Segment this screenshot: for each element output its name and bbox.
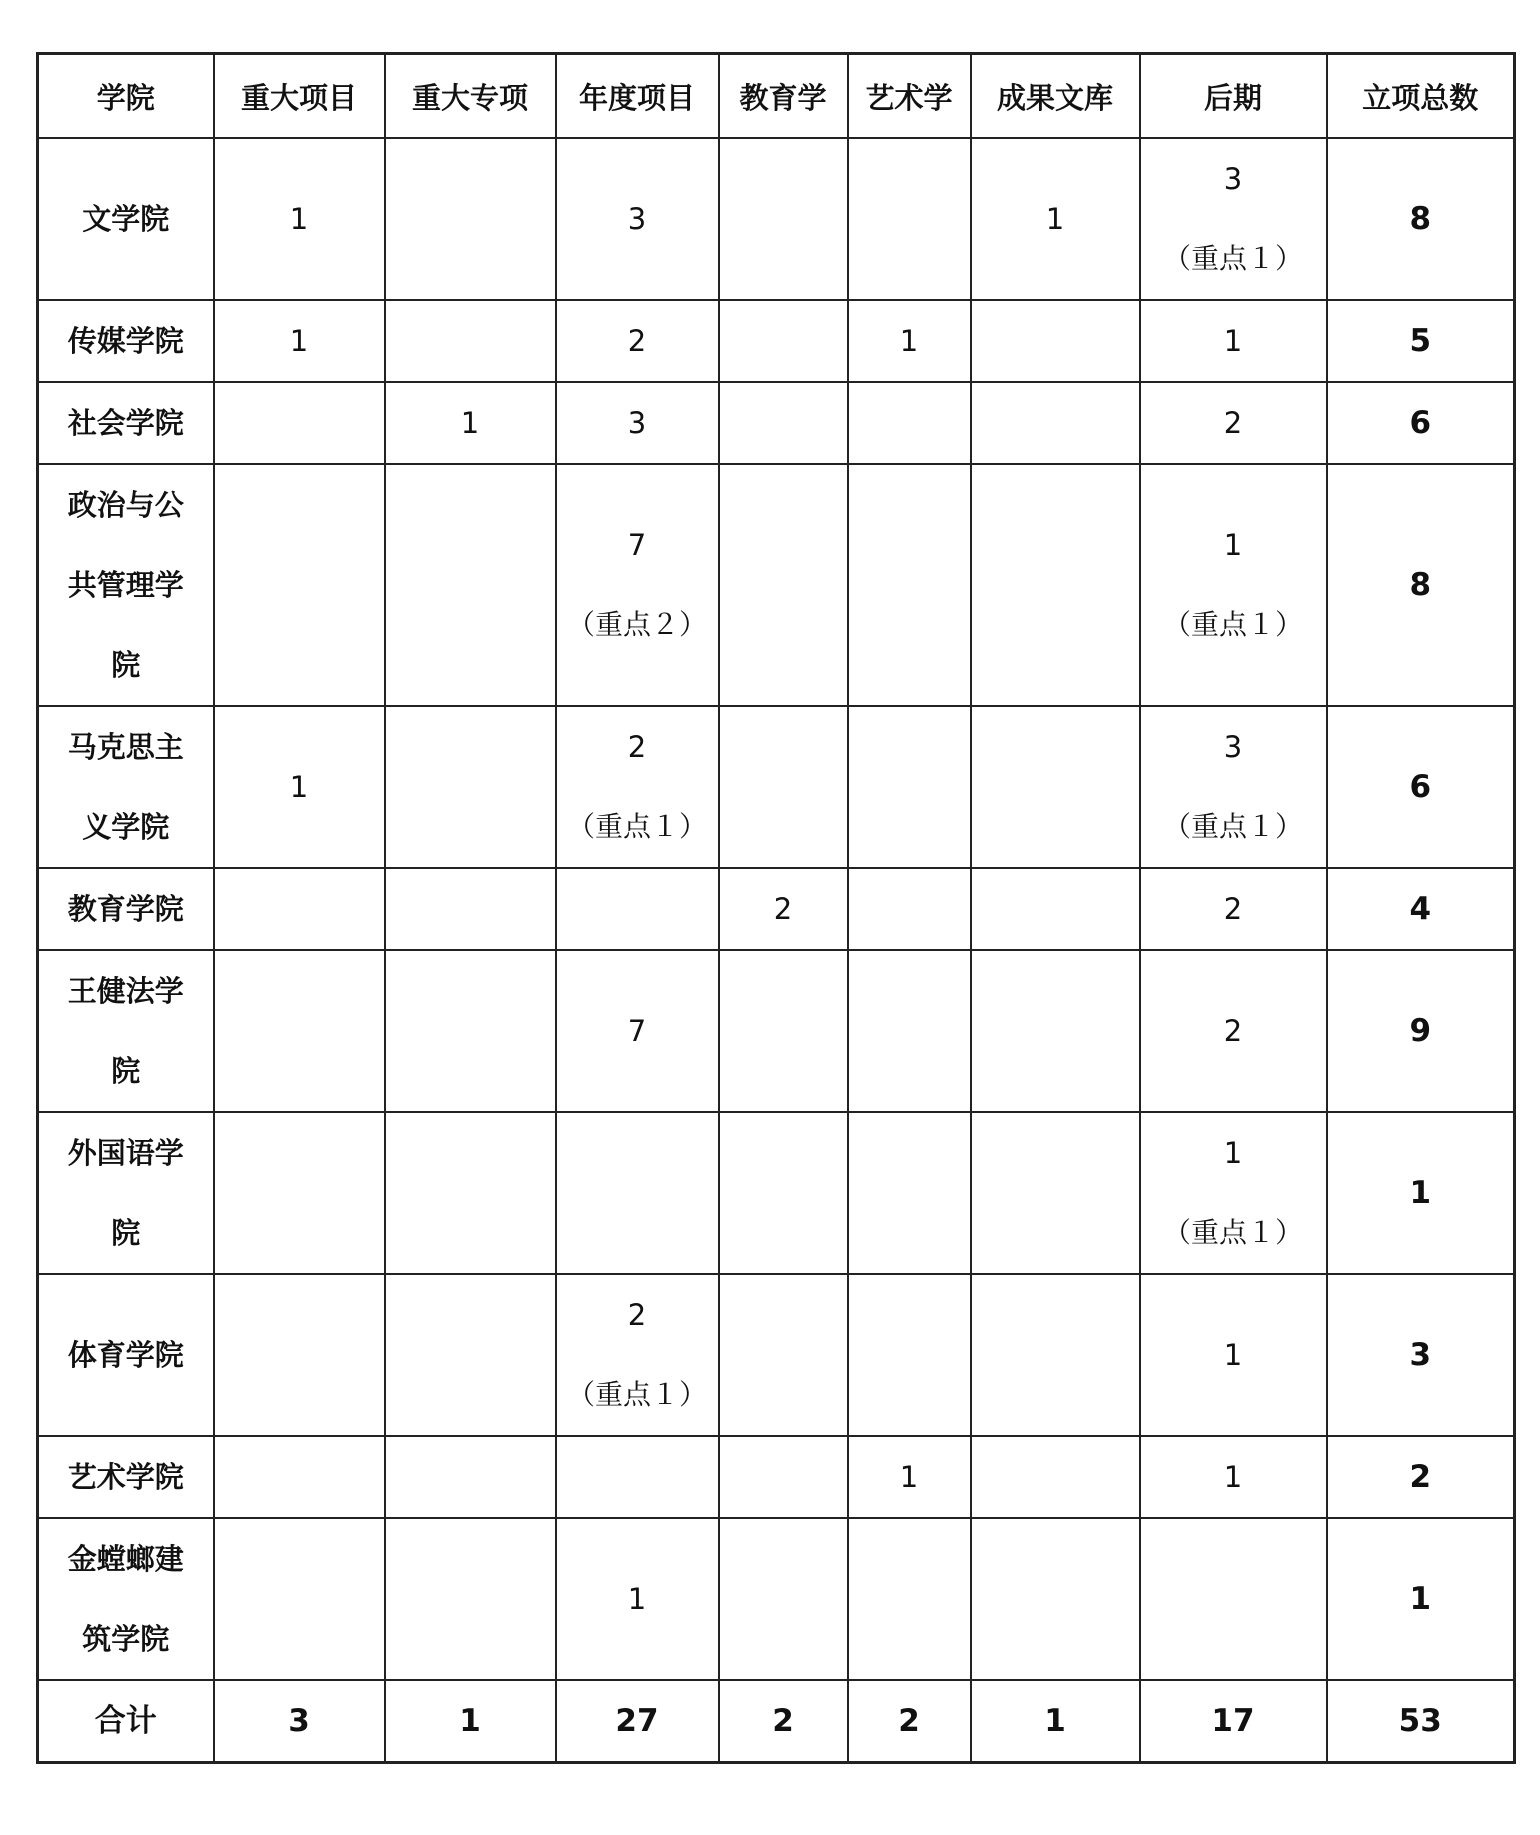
art-cell <box>848 1518 971 1680</box>
table-row <box>38 138 1515 300</box>
cell-value: 9 <box>1409 1013 1432 1049</box>
cell-value: 1 <box>1409 1581 1432 1617</box>
major-special-cell <box>385 868 556 950</box>
table-row <box>38 382 1515 464</box>
cell-value: 1 <box>899 1460 919 1494</box>
summary-label: 合计 <box>38 1680 214 1763</box>
college-name: 社会学院 <box>67 406 184 440</box>
cell-key-note: （重点１） <box>1162 608 1303 641</box>
header-major-project: 重大项目 <box>214 54 385 139</box>
header-education: 教育学 <box>719 54 848 139</box>
art-cell <box>848 1274 971 1436</box>
project-table <box>36 52 1516 1764</box>
art-cell <box>848 706 971 868</box>
education-cell <box>719 300 848 382</box>
education-cell <box>719 464 848 706</box>
college-cell <box>38 1518 214 1680</box>
college-cell <box>38 950 214 1112</box>
summary-annual-project: 27 <box>556 1680 719 1763</box>
major-special-cell <box>385 300 556 382</box>
header-row <box>38 54 1515 139</box>
annual-project-cell <box>556 706 719 868</box>
college-cell <box>38 1274 214 1436</box>
summary-art: 2 <box>848 1680 971 1763</box>
cell-value: 5 <box>1409 323 1432 359</box>
annual-project-cell <box>556 1436 719 1518</box>
total-projects-cell <box>1327 950 1515 1112</box>
cell-value: 1 <box>460 406 480 440</box>
annual-project-cell <box>556 868 719 950</box>
header-art: 艺术学 <box>848 54 971 139</box>
major-special-cell <box>385 950 556 1112</box>
later-stage-cell <box>1140 138 1327 300</box>
education-cell <box>719 868 848 950</box>
header-achievement-library: 成果文库 <box>971 54 1140 139</box>
achievement-library-cell <box>971 950 1140 1112</box>
cell-key-note: （重点２） <box>566 608 707 641</box>
education-cell <box>719 950 848 1112</box>
total-projects-cell <box>1327 382 1515 464</box>
education-cell <box>719 1274 848 1436</box>
summary-major-project: 3 <box>214 1680 385 1763</box>
major-special-cell <box>385 1274 556 1436</box>
college-name: 外国语学院 <box>67 1136 184 1250</box>
college-cell <box>38 464 214 706</box>
header-total-projects: 立项总数 <box>1327 54 1515 139</box>
later-stage-cell <box>1140 382 1327 464</box>
cell-key-note: （重点１） <box>566 810 707 843</box>
cell-value: 1 <box>627 1582 647 1616</box>
college-cell <box>38 706 214 868</box>
college-cell <box>38 300 214 382</box>
table-row <box>38 868 1515 950</box>
annual-project-cell <box>556 138 719 300</box>
education-cell <box>719 382 848 464</box>
cell-value: 3 <box>1223 162 1243 196</box>
annual-project-cell <box>556 1518 719 1680</box>
summary-major-special: 1 <box>385 1680 556 1763</box>
achievement-library-cell <box>971 300 1140 382</box>
art-cell <box>848 1112 971 1274</box>
later-stage-cell <box>1140 706 1327 868</box>
college-name: 教育学院 <box>67 892 184 926</box>
cell-value: 1 <box>1223 528 1243 562</box>
major-project-cell <box>214 950 385 1112</box>
college-name: 马克思主义学院 <box>67 730 184 844</box>
major-project-cell <box>214 1436 385 1518</box>
college-name: 文学院 <box>82 202 170 236</box>
major-special-cell <box>385 706 556 868</box>
cell-value: 2 <box>627 730 647 764</box>
cell-value: 2 <box>1409 1459 1432 1495</box>
major-special-cell <box>385 1112 556 1274</box>
annual-project-cell <box>556 950 719 1112</box>
total-projects-cell <box>1327 138 1515 300</box>
art-cell <box>848 1436 971 1518</box>
total-projects-cell <box>1327 1436 1515 1518</box>
total-projects-cell <box>1327 1112 1515 1274</box>
major-project-cell <box>214 464 385 706</box>
later-stage-cell <box>1140 1436 1327 1518</box>
college-cell <box>38 868 214 950</box>
education-cell <box>719 138 848 300</box>
cell-value: 1 <box>1409 1175 1432 1211</box>
education-cell <box>719 706 848 868</box>
major-special-cell <box>385 1436 556 1518</box>
annual-project-cell <box>556 1112 719 1274</box>
college-cell <box>38 382 214 464</box>
cell-value: 3 <box>1409 1337 1432 1373</box>
art-cell <box>848 300 971 382</box>
college-name: 王健法学院 <box>67 974 184 1088</box>
later-stage-cell <box>1140 950 1327 1112</box>
cell-value: 3 <box>627 202 647 236</box>
cell-value: 1 <box>289 324 309 358</box>
art-cell <box>848 138 971 300</box>
summary-row <box>38 1680 1515 1763</box>
cell-value: 2 <box>1223 406 1243 440</box>
later-stage-cell <box>1140 1112 1327 1274</box>
table-body <box>38 138 1515 1763</box>
annual-project-cell <box>556 382 719 464</box>
later-stage-cell <box>1140 1518 1327 1680</box>
cell-key-note: （重点１） <box>1162 242 1303 275</box>
major-project-cell <box>214 1112 385 1274</box>
cell-value: 2 <box>627 1298 647 1332</box>
major-project-cell <box>214 1274 385 1436</box>
annual-project-cell <box>556 1274 719 1436</box>
later-stage-cell <box>1140 1274 1327 1436</box>
education-cell <box>719 1112 848 1274</box>
cell-value: 1 <box>289 202 309 236</box>
header-later-stage: 后期 <box>1140 54 1327 139</box>
major-project-cell <box>214 382 385 464</box>
major-project-cell <box>214 300 385 382</box>
major-special-cell <box>385 464 556 706</box>
total-projects-cell <box>1327 1518 1515 1680</box>
table-row <box>38 1518 1515 1680</box>
cell-value: 2 <box>773 892 793 926</box>
total-projects-cell <box>1327 1274 1515 1436</box>
later-stage-cell <box>1140 464 1327 706</box>
cell-value: 7 <box>627 1014 647 1048</box>
cell-value: 3 <box>1223 730 1243 764</box>
achievement-library-cell <box>971 138 1140 300</box>
art-cell <box>848 464 971 706</box>
art-cell <box>848 382 971 464</box>
cell-value: 1 <box>1223 1460 1243 1494</box>
major-project-cell <box>214 138 385 300</box>
total-projects-cell <box>1327 868 1515 950</box>
achievement-library-cell <box>971 1436 1140 1518</box>
cell-value: 1 <box>899 324 919 358</box>
cell-value: 6 <box>1409 769 1432 805</box>
cell-value: 2 <box>627 324 647 358</box>
header-college: 学院 <box>38 54 214 139</box>
total-projects-cell <box>1327 300 1515 382</box>
summary-later-stage: 17 <box>1140 1680 1327 1763</box>
later-stage-cell <box>1140 868 1327 950</box>
achievement-library-cell <box>971 868 1140 950</box>
art-cell <box>848 950 971 1112</box>
table-row <box>38 1436 1515 1518</box>
cell-value: 2 <box>1223 892 1243 926</box>
achievement-library-cell <box>971 706 1140 868</box>
cell-value: 3 <box>627 406 647 440</box>
cell-value: 8 <box>1409 567 1432 603</box>
achievement-library-cell <box>971 382 1140 464</box>
major-special-cell <box>385 138 556 300</box>
table-row <box>38 1112 1515 1274</box>
header-annual-project: 年度项目 <box>556 54 719 139</box>
education-cell <box>719 1436 848 1518</box>
cell-value: 1 <box>289 770 309 804</box>
cell-key-note: （重点１） <box>566 1378 707 1411</box>
table-row <box>38 464 1515 706</box>
major-project-cell <box>214 1518 385 1680</box>
summary-total-projects: 53 <box>1327 1680 1515 1763</box>
summary-achievement-library: 1 <box>971 1680 1140 1763</box>
college-name: 传媒学院 <box>67 324 184 358</box>
major-project-cell <box>214 868 385 950</box>
table-row <box>38 300 1515 382</box>
college-cell <box>38 138 214 300</box>
cell-value: 7 <box>627 528 647 562</box>
cell-value: 6 <box>1409 405 1432 441</box>
header-major-special: 重大专项 <box>385 54 556 139</box>
cell-value: 2 <box>1223 1014 1243 1048</box>
table-row <box>38 706 1515 868</box>
project-table-container <box>36 52 1513 1764</box>
cell-value: 1 <box>1223 1338 1243 1372</box>
college-cell <box>38 1112 214 1274</box>
cell-value: 1 <box>1223 324 1243 358</box>
achievement-library-cell <box>971 1112 1140 1274</box>
table-row <box>38 1274 1515 1436</box>
college-cell <box>38 1436 214 1518</box>
cell-value: 1 <box>1223 1136 1243 1170</box>
college-name: 体育学院 <box>67 1338 184 1372</box>
major-project-cell <box>214 706 385 868</box>
cell-key-note: （重点１） <box>1162 1216 1303 1249</box>
education-cell <box>719 1518 848 1680</box>
achievement-library-cell <box>971 1274 1140 1436</box>
total-projects-cell <box>1327 464 1515 706</box>
annual-project-cell <box>556 300 719 382</box>
cell-value: 4 <box>1409 891 1432 927</box>
college-name: 政治与公共管理学院 <box>67 488 184 682</box>
achievement-library-cell <box>971 1518 1140 1680</box>
annual-project-cell <box>556 464 719 706</box>
later-stage-cell <box>1140 300 1327 382</box>
art-cell <box>848 868 971 950</box>
cell-value: 8 <box>1409 201 1432 237</box>
major-special-cell <box>385 1518 556 1680</box>
cell-value: 1 <box>1045 202 1065 236</box>
achievement-library-cell <box>971 464 1140 706</box>
college-name: 艺术学院 <box>67 1460 184 1494</box>
summary-education: 2 <box>719 1680 848 1763</box>
major-special-cell <box>385 382 556 464</box>
college-name: 金螳螂建筑学院 <box>67 1542 184 1656</box>
table-row <box>38 950 1515 1112</box>
cell-key-note: （重点１） <box>1162 810 1303 843</box>
total-projects-cell <box>1327 706 1515 868</box>
